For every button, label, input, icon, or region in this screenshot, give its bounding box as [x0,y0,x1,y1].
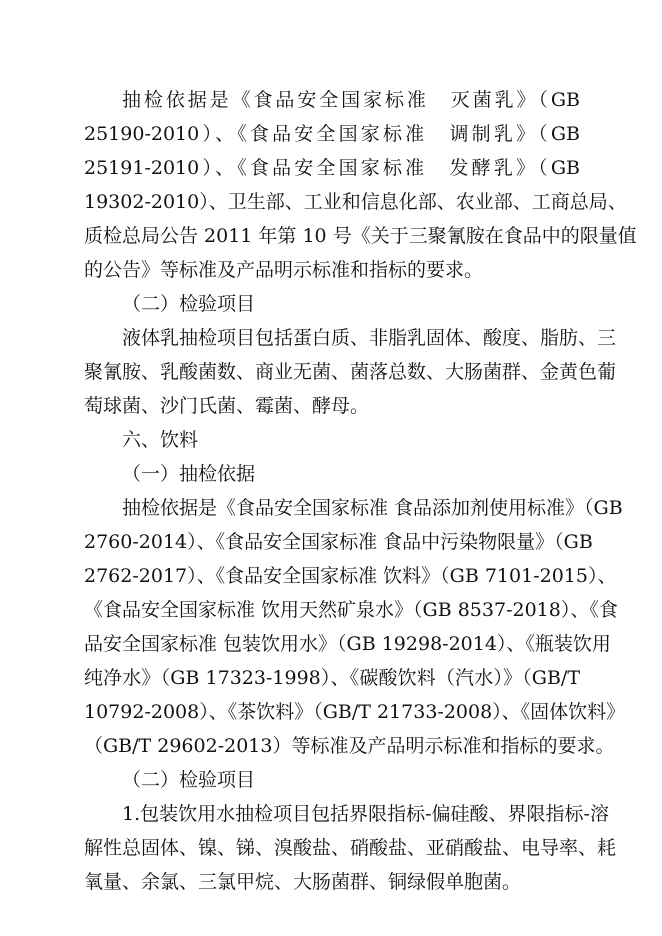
paragraph-line: 2762-2017）、《食品安全国家标准 饮料》（GB 7101-2015）、 [84,565,617,587]
paragraph-line: 抽检依据是《食品安全国家标准 灭菌乳》（GB [122,89,580,111]
paragraph-line: 25190-2010）、《食品安全国家标准 调制乳》（GB [84,123,580,145]
paragraph-line: 1.包装饮用水抽检项目包括界限指标-偏硅酸、界限指标-溶 [122,803,609,825]
paragraph-line: 10792-2008）、《茶饮料》（GB/T 21733-2008）、《固体饮料》 [84,701,626,723]
paragraph-line: 抽检依据是《食品安全国家标准 食品添加剂使用标准》（GB [122,497,623,519]
paragraph-line: 《食品安全国家标准 饮用天然矿泉水》（GB 8537-2018）、《食 [84,599,618,621]
paragraph-line: 聚氰胺、乳酸菌数、商业无菌、菌落总数、大肠菌群、金黄色葡 [84,361,617,383]
section-heading: 六、饮料 [122,429,199,451]
paragraph-line: 25191-2010）、《食品安全国家标准 发酵乳》（GB [84,157,580,179]
paragraph-line: 解性总固体、镍、锑、溴酸盐、硝酸盐、亚硝酸盐、电导率、耗 [84,837,617,859]
paragraph-line: 纯净水》（GB 17323-1998）、《碳酸饮料（汽水）》（GB/T [84,667,580,689]
paragraph-line: 质检总局公告 2011 年第 10 号《关于三聚氰胺在食品中的限量值 [84,225,637,247]
section-heading: （二）检验项目 [122,293,256,315]
paragraph-line: （GB/T 29602-2013）等标准及产品明示标准和指标的要求。 [84,735,615,757]
section-heading: （一）抽检依据 [122,463,256,485]
paragraph-line: 2760-2014）、《食品安全国家标准 食品中污染物限量》（GB [84,531,593,553]
paragraph-line: 萄球菌、沙门氏菌、霉菌、酵母。 [84,395,370,417]
paragraph-line: 品安全国家标准 包装饮用水》（GB 19298-2014）、《瓶装饮用 [84,633,611,655]
paragraph-line: 氧量、余氯、三氯甲烷、大肠菌群、铜绿假单胞菌。 [84,871,522,893]
paragraph-line: 19302-2010）、卫生部、工业和信息化部、农业部、工商总局、 [84,191,627,213]
paragraph-line: 的公告》等标准及产品明示标准和指标的要求。 [84,259,484,281]
section-heading: （二）检验项目 [122,769,256,791]
paragraph-line: 液体乳抽检项目包括蛋白质、非脂乳固体、酸度、脂肪、三 [122,327,617,349]
